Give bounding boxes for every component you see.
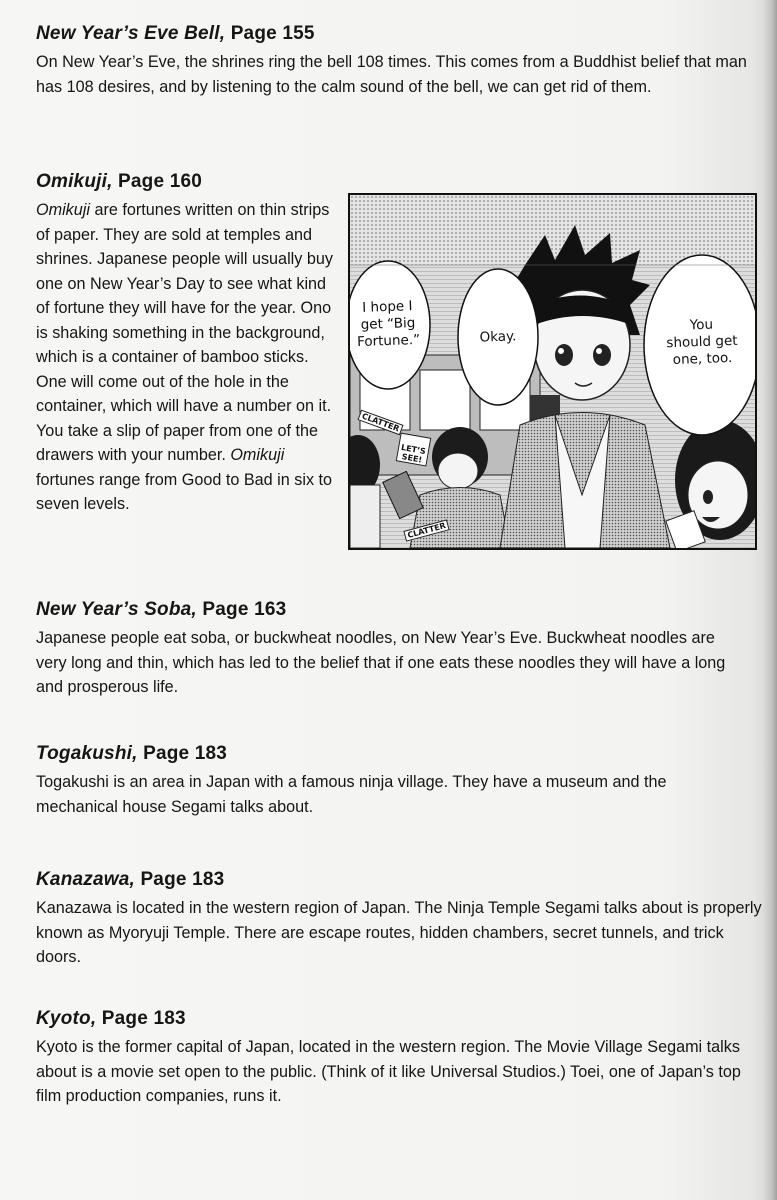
italic-term: Omikuji [230, 446, 285, 464]
entry-body: Japanese people eat soba, or buckwheat noodles, on New Year’s Eve. Buckwheat noodles are very long and thin, which has led to the belief that if one eats these noodles they will have a long and prosperous life. [36, 629, 726, 696]
entry-name: Kyoto, [36, 1008, 97, 1029]
entry-body: Togakushi is an area in Japan with a famous ninja village. They have a museum and the mechanical house Segami talks about. [36, 773, 667, 816]
glossary-entry-soba [36, 598, 748, 700]
entry-body-text: are fortunes written on thin strips of paper. They are sold at temples and shrines. Japanese people will usually buy one on New Year’s Day to see what kind of fortune they will have for the year. Ono is shaking something in the background, which is a container of bamboo sticks. One will come out of the hole in the container, which will have a number on it. You take a slip of paper from one of the drawers with your number. [36, 201, 333, 464]
speech-bubble-3 [653, 315, 751, 369]
italic-term: Omikuji [36, 201, 90, 219]
page-spine-shadow [763, 0, 777, 1200]
panel-artwork [350, 195, 755, 548]
speech-text: I hope I get “Big Fortune.” [356, 298, 421, 351]
speech-text: You should get one, too. [666, 316, 738, 369]
entry-name: New Year’s Soba, [36, 599, 197, 620]
entry-name: New Year’s Eve Bell, [36, 23, 226, 44]
entry-title [36, 598, 748, 622]
speech-text: Okay. [479, 328, 517, 346]
glossary-entry-togakushi [36, 742, 748, 819]
entry-page: Page 160 [118, 171, 203, 192]
glossary-entry-omikuji [36, 170, 340, 517]
sfx-text: LET’S SEE! [400, 442, 427, 465]
entry-name: Kanazawa, [36, 869, 135, 890]
speech-bubble-2 [460, 328, 537, 348]
entry-title [36, 22, 748, 46]
entry-page: Page 183 [140, 869, 225, 890]
manga-panel [348, 193, 757, 550]
speech-bubble-1 [351, 298, 425, 351]
entry-title [36, 742, 748, 766]
entry-body: Kyoto is the former capital of Japan, located in the western region. The Movie Village Segami talks about is a movie set open to the public. (Think of it like Universal Studios.) Toei, one of Japan’s top film production companies, runs it. [36, 1038, 741, 1105]
entry-body-text: fortunes range from Good to Bad in six to seven levels. [36, 470, 333, 513]
entry-body: Kanazawa is located in the western region of Japan. The Ninja Temple Segami talks about is properly known as Myoryuji Temple. There are escape routes, hidden chambers, secret tunnels, and trick doors. [36, 899, 762, 966]
sfx-text: CLATTER [360, 411, 401, 434]
entry-name: Omikuji, [36, 171, 113, 192]
entry-title [36, 170, 340, 194]
entry-title [36, 1007, 748, 1031]
sfx-lets-see [396, 433, 431, 467]
glossary-entry-bell [36, 22, 748, 99]
entry-title [36, 868, 762, 892]
entry-page: Page 183 [143, 743, 228, 764]
entry-page: Page 155 [230, 23, 315, 44]
sfx-text: CLATTER [406, 521, 447, 540]
entry-body: On New Year’s Eve, the shrines ring the bell 108 times. This comes from a Buddhist belief that man has 108 desires, and by listening to the calm sound of the bell, we can get rid of them. [36, 53, 747, 96]
entry-page: Page 163 [202, 599, 287, 620]
glossary-entry-kyoto [36, 1007, 748, 1109]
entry-name: Togakushi, [36, 743, 138, 764]
entry-body [36, 198, 340, 517]
glossary-entry-kanazawa [36, 868, 762, 970]
entry-page: Page 183 [101, 1008, 186, 1029]
